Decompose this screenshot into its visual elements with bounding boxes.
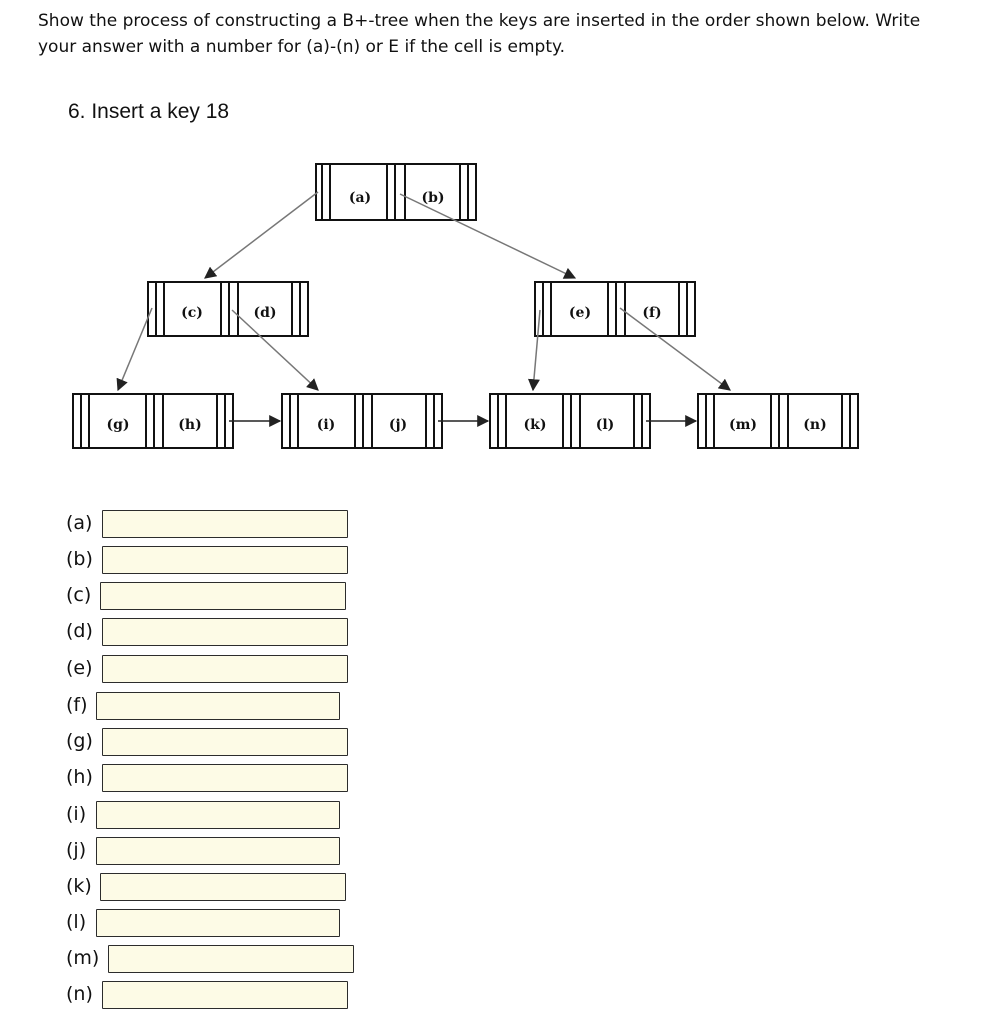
answer-input-d[interactable] (102, 618, 348, 646)
root-key-b: (b) (421, 190, 445, 206)
answer-label-d: (d) (66, 620, 93, 642)
answer-label-c: (c) (66, 584, 92, 606)
answer-label-a: (a) (66, 512, 93, 534)
answer-input-m[interactable] (108, 945, 354, 973)
answer-input-e[interactable] (102, 655, 348, 683)
answer-label-m: (m) (66, 947, 100, 969)
internal-left-key-c: (c) (181, 305, 203, 321)
leaf-node-1 (73, 394, 233, 448)
leaf-key-l: (l) (595, 417, 615, 433)
step-title: 6. Insert a key 18 (68, 100, 230, 123)
answer-label-l: (l) (66, 911, 87, 933)
leaf-key-j: (j) (388, 417, 408, 433)
internal-right-key-e: (e) (568, 305, 592, 321)
answer-label-h: (h) (66, 766, 93, 788)
root-node (316, 164, 476, 220)
leaf-key-k: (k) (523, 417, 547, 433)
root-key-a: (a) (348, 190, 372, 206)
answer-input-i[interactable] (96, 801, 340, 829)
answer-input-l[interactable] (96, 909, 340, 937)
edge-root-to-right (400, 194, 575, 278)
answer-input-j[interactable] (96, 837, 340, 865)
leaf-node-4 (698, 394, 858, 448)
leaf-key-i: (i) (316, 417, 336, 433)
answer-input-b[interactable] (102, 546, 348, 574)
edge-left-to-leaf1 (118, 308, 152, 390)
answer-label-f: (f) (66, 694, 88, 716)
answer-input-k[interactable] (100, 873, 346, 901)
answer-input-g[interactable] (102, 728, 348, 756)
internal-left-key-d: (d) (253, 305, 277, 321)
leaf-key-g: (g) (106, 417, 130, 433)
answer-label-k: (k) (66, 875, 92, 897)
answer-input-h[interactable] (102, 764, 348, 792)
leaf-node-2 (282, 394, 442, 448)
edge-root-to-left (205, 192, 318, 278)
bplus-tree-diagram (0, 150, 992, 460)
leaf-key-h: (h) (178, 417, 202, 433)
answer-input-f[interactable] (96, 692, 340, 720)
answer-input-a[interactable] (102, 510, 348, 538)
answer-label-n: (n) (66, 983, 93, 1005)
leaf-key-m: (m) (728, 417, 758, 433)
answer-input-n[interactable] (102, 981, 348, 1009)
answer-label-j: (j) (66, 839, 87, 861)
internal-right-key-f: (f) (642, 305, 662, 321)
internal-node-right (535, 282, 695, 336)
question-prompt: Show the process of constructing a B+-tree when the keys are inserted in the order shown below. Write your answer with a number for (a)-(n) or E if the cell is empty. (38, 11, 921, 57)
answer-input-c[interactable] (100, 582, 346, 610)
leaf-node-3 (490, 394, 650, 448)
internal-node-left (148, 282, 308, 336)
answer-label-g: (g) (66, 730, 93, 752)
leaf-key-n: (n) (803, 417, 827, 433)
answer-label-e: (e) (66, 657, 93, 679)
answer-label-i: (i) (66, 803, 87, 825)
answer-label-b: (b) (66, 548, 93, 570)
